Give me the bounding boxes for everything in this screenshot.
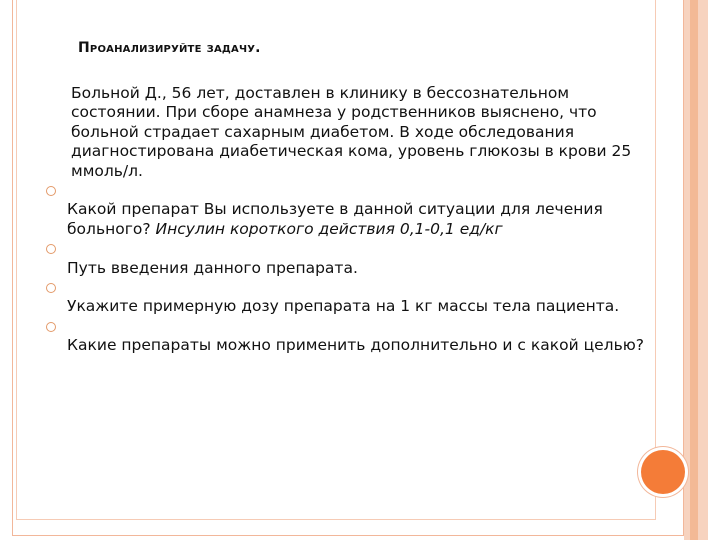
question-text: Какой препарат Вы используете в данной ситуации для лечения больного? — [67, 200, 603, 238]
list-item — [46, 317, 686, 356]
task-paragraph: Больной Д., 56 лет, доставлен в клинику в бессознательном состоянии. При сборе анамнеза у родственников выяснено, что больной страдает сахарным диабетом. В ходе обследования диагностирована диабетическая кома, уровень глюкозы в крови 25 ммоль/л. — [71, 84, 632, 180]
circle-bullet-icon — [46, 244, 56, 254]
circle-bullet-icon — [46, 186, 56, 196]
slide-content — [46, 84, 686, 356]
orange-circle-icon — [641, 450, 685, 494]
question-text: Путь введения данного препарата. — [67, 258, 358, 277]
answer-text: Инсулин короткого действия 0,1-0,1 ед/кг — [155, 219, 503, 238]
question-text: Укажите примерную дозу препарата на 1 кг массы тела пациента. — [67, 297, 620, 316]
list-item — [46, 278, 686, 317]
circle-bullet-icon — [46, 283, 56, 293]
list-item — [46, 181, 686, 239]
right-decorative-bar-inner — [690, 0, 698, 540]
circle-bullet-icon — [46, 322, 56, 332]
list-item — [46, 239, 686, 278]
question-text: Какие препараты можно применить дополнительно и с какой целью? — [67, 336, 644, 355]
slide-title: Проанализируйте задачу. — [78, 40, 261, 56]
